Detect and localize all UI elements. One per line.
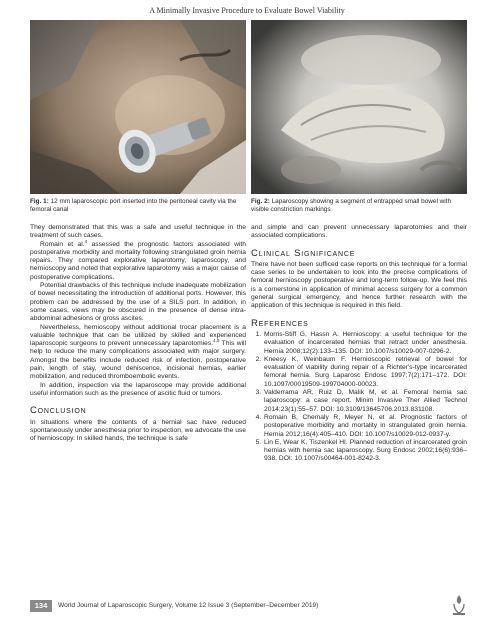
paragraph: In situations where the contents of a hernial sac have reduced spontaneously under anesthesia prior to inspection, we advocate the use of hernioscopy. In skilled hands, the technique is safe [30, 418, 246, 443]
text-run: assessed the prognostic factors associated with postoperative morbidity and mortality following strangulated groin hernia repairs. They compared explorative laparotomy, laparoscopy, and hernioscopy and noted that explorative laparotomy was a major cause of postoperative complications. [30, 240, 247, 281]
paragraph: There have not been sufficed case reports on this technique for a formal case series to be undertaken to look into the precise complications of femoral hernioscopy postoperative and long-term follow-up. We feel this is a cornerstone in application of minimal access surgery for a common general surgical emergency, and hence further research with the application of this technique is required in this field. [251, 260, 467, 310]
figure-1-photo [30, 20, 246, 194]
paragraph: Potential drawbacks of this technique include inadequate mobilization of bowel necessitating the introduction of additional ports. However, this problem can be addressed by the use of a SILS port. In addition, in some cases, views may be obscured in the presence of dense intra-abdominal adhesions or gross ascites. [30, 282, 246, 323]
paragraph: and simple and can prevent unnecessary laparotomies and their associated complications. [251, 224, 467, 240]
publisher-logo-icon [450, 594, 468, 616]
figure-1-caption-text: 12 mm laparoscopic port inserted into the peritoneal cavity via the femoral canal [30, 198, 237, 214]
paragraph: They demonstrated that this was a safe and useful technique in the treatment of such cases. [30, 224, 246, 240]
reference-item: 3. Valderrama AR, Ruiz D, Malik M, et al. Femoral hernia sac laparoscopy: a case report. Minim Invasive Ther Allied Technol 2014;23(1):55–57. DOI: 10.3109/13645706.2013.831108. [263, 389, 467, 414]
right-column [251, 224, 467, 464]
reference-item: 5. Lin E, Wear K, Tiszenkel HI. Planned reduction of incarcerated groin hernias with hernia sac laparoscopy. Surg Endosc 2002;16(6):936–938. DOI: 10.1007/s00464-001-8242-3. [263, 439, 467, 464]
citation: 4 [84, 238, 88, 244]
left-column [30, 224, 246, 443]
references-heading: References [251, 317, 309, 329]
reference-item: 2. Kneesy K, Weinbaum F. Hernioscopic retrieval of bowel for evaluation of viability during repair of a Richter's-type incarcerated femoral hernia. Surg Laparosc Endosc 1997;7(2):171–172. DOI: 10.1097/00019509-199704000-00023. [263, 356, 467, 389]
text-run: Romain et al. [40, 240, 85, 248]
journal-citation: World Journal of Laparoscopic Surgery, Volume 12 Issue 3 (September–December 2019) [58, 602, 319, 609]
running-head: A Minimally Invasive Procedure to Evaluate Bowel Viability [149, 6, 345, 15]
conclusion-heading: Conclusion [30, 405, 87, 417]
paragraph [30, 324, 246, 382]
figure-2-photo [251, 20, 467, 194]
text-run: Nevertheless, hernioscopy without additional trocar placement is a valuable technique that can be utilized by skilled and experienced laparoscopic surgeons to prevent unnecessary laparotomies. [30, 323, 246, 348]
text-run: This will help to reduce the many complications associated with major surgery. Amongst the benefits include reduced risk of infection, postoperative pain, length of stay, wound dehiscence, incisional hernias, earlier mobilization, and reduced thromboembolic events. [30, 340, 246, 381]
paragraph [30, 238, 247, 282]
figure-1-caption [30, 198, 246, 215]
reference-list [251, 331, 467, 464]
page-number: 134 [30, 600, 52, 612]
paragraph: In addition, inspection via the laparoscope may provide additional useful information such as the presence of ascitic fluid or tumors. [30, 381, 246, 397]
figure-2-label: Fig. 2: [251, 198, 270, 205]
figure-2-caption [251, 198, 467, 215]
clinical-significance-heading: Clinical Significance [251, 247, 356, 259]
page-footer [30, 594, 470, 614]
reference-item: 1. Morris-Stiff G, Hassn A. Hernioscopy: a useful technique for the evaluation of incarcerated hernias that retract under anesthesia. Hernia 2008;12(2):133–135. DOI: 10.1007/s10029-007-0296-2. [263, 331, 467, 356]
citation: 4,5 [213, 337, 220, 343]
reference-item: 4. Romain B, Chemaly R, Meyer N, et al. Prognostic factors of postoperative morbidity and mortality in strangulated groin hernia. Hernia 2012;16(4):405–410. DOI: 10.1007/s10029-012-0937-y. [263, 414, 467, 439]
figure-2-caption-text: Laparoscopy showing a segment of entrapped small bowel with visible constriction markings [251, 198, 452, 214]
figure-1-label: Fig. 1: [30, 198, 49, 205]
